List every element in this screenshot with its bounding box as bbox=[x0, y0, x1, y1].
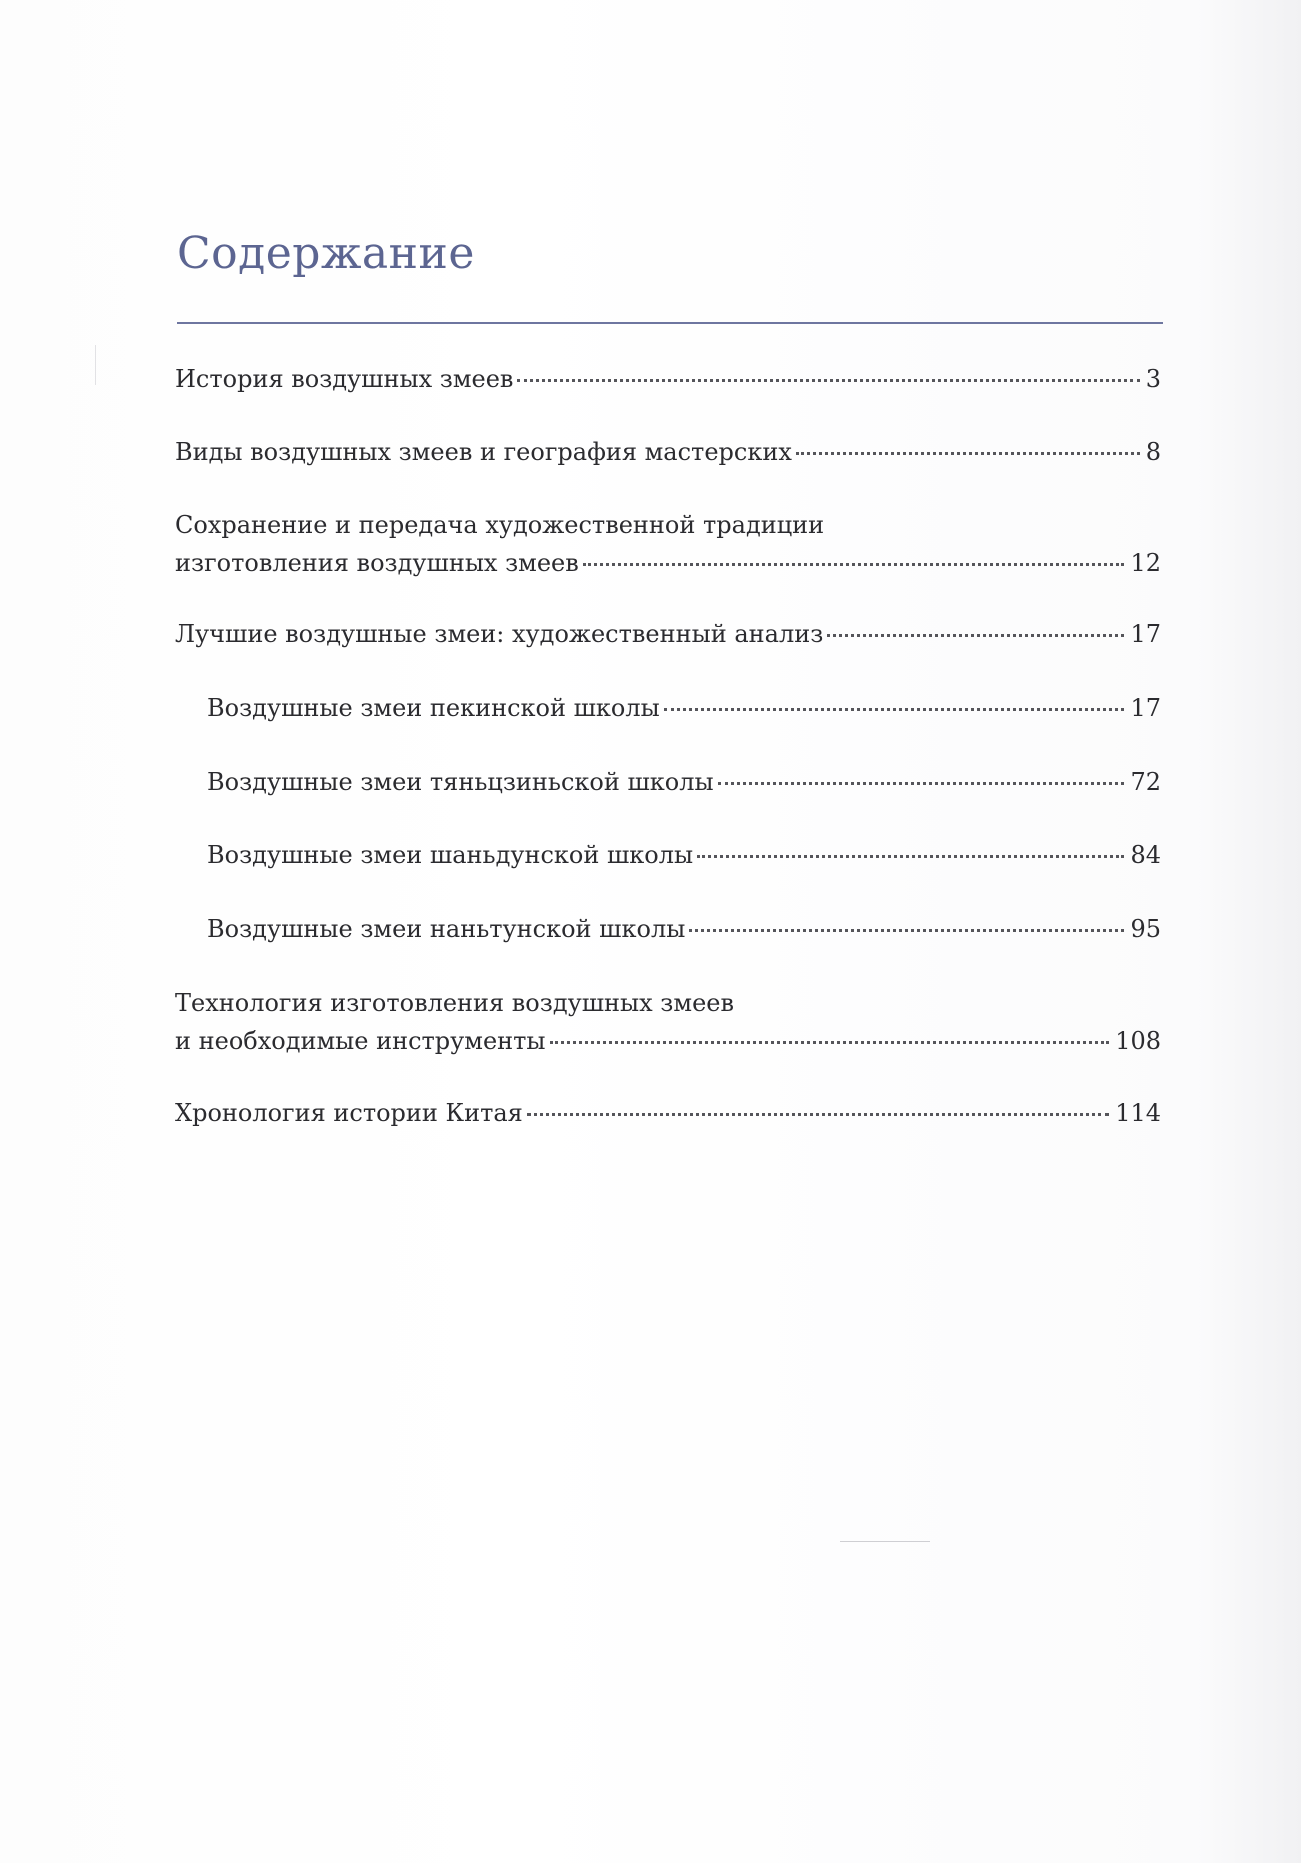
toc-entry-label: изготовления воздушных змеев bbox=[175, 549, 579, 577]
toc-page-number: 8 bbox=[1145, 438, 1161, 466]
toc-page-number: 17 bbox=[1130, 620, 1161, 648]
toc-page-number: 108 bbox=[1115, 1027, 1161, 1055]
toc-page-number: 3 bbox=[1145, 365, 1161, 393]
toc-entry-label: История воздушных змеев bbox=[175, 365, 514, 393]
toc-entry-label: Лучшие воздушные змеи: художественный анализ bbox=[175, 620, 824, 648]
dot-leader bbox=[827, 634, 1124, 637]
toc-entry-label: и необходимые инструменты bbox=[175, 1027, 546, 1055]
dot-leader bbox=[718, 782, 1125, 785]
toc-page-number: 95 bbox=[1130, 915, 1161, 943]
toc-entry-label: Хронология истории Китая bbox=[175, 1099, 523, 1127]
toc-entry-label: Воздушные змеи наньтунской школы bbox=[207, 915, 686, 943]
dot-leader bbox=[697, 855, 1124, 858]
toc-entry-label: Воздушные змеи шаньдунской школы bbox=[207, 841, 694, 869]
toc-entry-shandong-school[interactable] bbox=[207, 836, 1161, 874]
toc-page-number: 12 bbox=[1130, 549, 1161, 577]
toc-entry-technology[interactable] bbox=[175, 984, 1161, 1060]
paper-mark bbox=[95, 345, 96, 385]
toc-entry-label: Воздушные змеи тяньцзиньской школы bbox=[207, 768, 714, 796]
toc-entry-tradition[interactable] bbox=[175, 506, 1161, 582]
toc-entry-nantong-school[interactable] bbox=[207, 910, 1161, 948]
title-underline bbox=[177, 322, 1163, 324]
dot-leader bbox=[527, 1113, 1109, 1116]
toc-entry-label-line1: Технология изготовления воздушных змеев bbox=[175, 989, 734, 1017]
dot-leader bbox=[796, 452, 1140, 455]
toc-entry-chronology[interactable] bbox=[175, 1094, 1161, 1132]
dot-leader bbox=[664, 708, 1125, 711]
toc-entry-label: Воздушные змеи пекинской школы bbox=[207, 694, 660, 722]
toc-entry-beijing-school[interactable] bbox=[207, 689, 1161, 727]
dot-leader bbox=[517, 379, 1139, 382]
toc-entry-history[interactable] bbox=[175, 360, 1161, 398]
dot-leader bbox=[550, 1041, 1110, 1044]
toc-page-number: 17 bbox=[1130, 694, 1161, 722]
toc-entry-label: Виды воздушных змеев и география мастерских bbox=[175, 438, 792, 466]
page-title: Содержание bbox=[177, 228, 475, 279]
toc-entry-best-kites[interactable] bbox=[175, 615, 1161, 653]
toc-entry-types[interactable] bbox=[175, 433, 1161, 471]
toc-page-number: 114 bbox=[1115, 1099, 1161, 1127]
toc-page-number: 84 bbox=[1130, 841, 1161, 869]
dot-leader bbox=[583, 563, 1125, 566]
paper-smudge bbox=[840, 1541, 930, 1542]
toc-entry-label-line1: Сохранение и передача художественной традиции bbox=[175, 511, 825, 539]
dot-leader bbox=[689, 929, 1124, 932]
toc-entry-tianjin-school[interactable] bbox=[207, 763, 1161, 801]
toc-page-number: 72 bbox=[1130, 768, 1161, 796]
